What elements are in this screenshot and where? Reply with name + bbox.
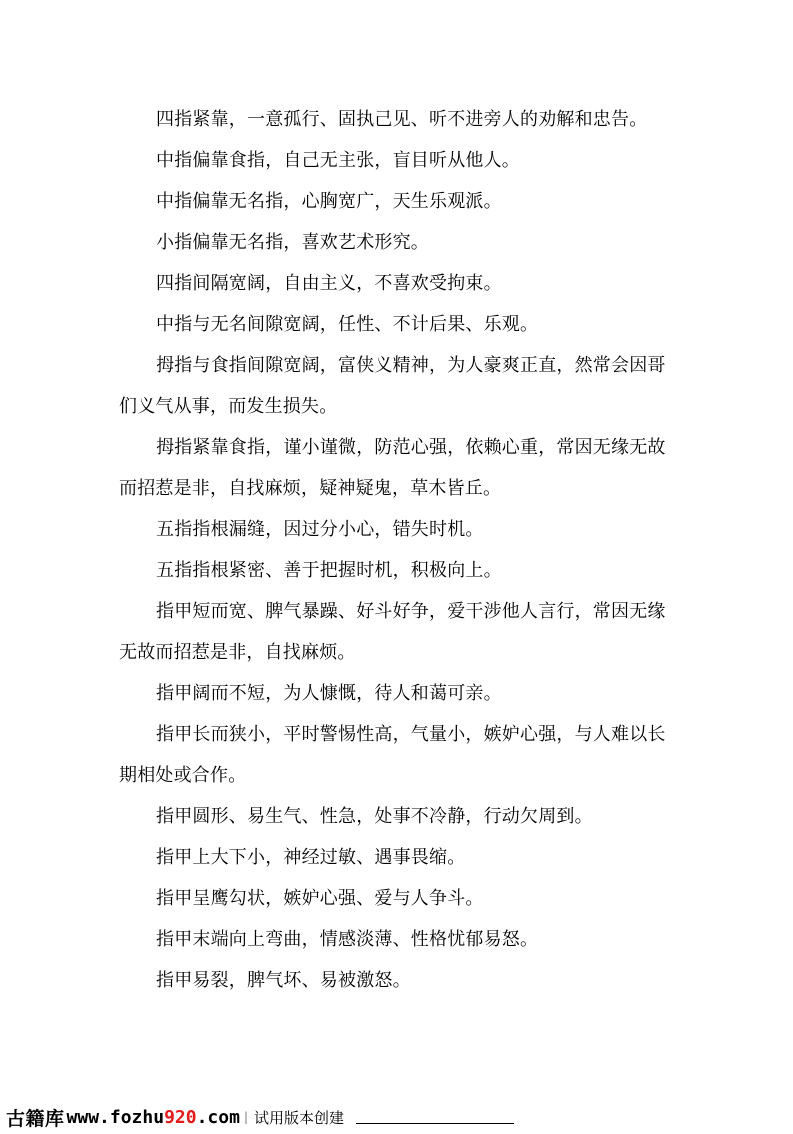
paragraph: 指甲末端向上弯曲，情感淡薄、性格忧郁易怒。	[156, 929, 539, 950]
paragraph: 五指指根紧密、善于把握时机，积极向上。	[156, 560, 502, 581]
paragraph: 指甲短而宽、脾气暴躁、好斗好争，爱干涉他人言行，常因无缘无故而招惹是非，自找麻烦。	[119, 601, 666, 663]
page-footer	[6, 1100, 786, 1134]
paragraph: 指甲上大下小，神经过敏、遇事畏缩。	[156, 847, 466, 868]
site-url-link[interactable]	[67, 1107, 240, 1128]
footer-separator: |	[243, 1110, 248, 1124]
paragraph: 指甲长而狭小，平时警惕性高，气量小，嫉妒心强，与人难以长期相处或合作。	[119, 724, 666, 786]
paragraph: 中指偏靠无名指，心胸宽广，天生乐观派。	[156, 191, 502, 212]
paragraph: 指甲圆形、易生气、性急，处事不冷静，行动欠周到。	[156, 806, 593, 827]
paragraph: 四指紧靠，一意孤行、固执己见、听不进旁人的劝解和忠告。	[156, 109, 648, 130]
site-logo: 古籍库	[6, 1107, 65, 1130]
paragraph: 五指指根漏缝，因过分小心，错失时机。	[156, 519, 484, 540]
paragraph: 指甲易裂，脾气坏、易被激怒。	[156, 970, 411, 991]
paragraph: 中指与无名间隙宽阔，任性、不计后果、乐观。	[156, 314, 539, 335]
url-suffix: .com	[196, 1106, 240, 1128]
document-body	[119, 99, 679, 1001]
paragraph: 小指偏靠无名指，喜欢艺术形究。	[156, 232, 429, 253]
paragraph: 拇指紧靠食指，谨小谨微，防范心强，依赖心重，常因无缘无故而招惹是非，自找麻烦，疑神疑鬼，草木皆丘。	[119, 437, 666, 499]
paragraph: 四指间隔宽阔，自由主义，不喜欢受拘束。	[156, 273, 502, 294]
paragraph: 拇指与食指间隙宽阔，富侠义精神，为人豪爽正直，然常会因哥们义气从事，而发生损失。	[119, 355, 666, 417]
paragraph: 中指偏靠食指，自己无主张，盲目听从他人。	[156, 150, 520, 171]
url-prefix: www.fozhu	[66, 1106, 165, 1128]
trial-version-note: 试用版本创建	[253, 1108, 344, 1127]
paragraph: 指甲呈鹰勾状，嫉妒心强、爱与人争斗。	[156, 888, 484, 909]
paragraph: 指甲阔而不短，为人慷慨，待人和蔼可亲。	[156, 683, 502, 704]
url-digits: 920	[164, 1106, 197, 1128]
